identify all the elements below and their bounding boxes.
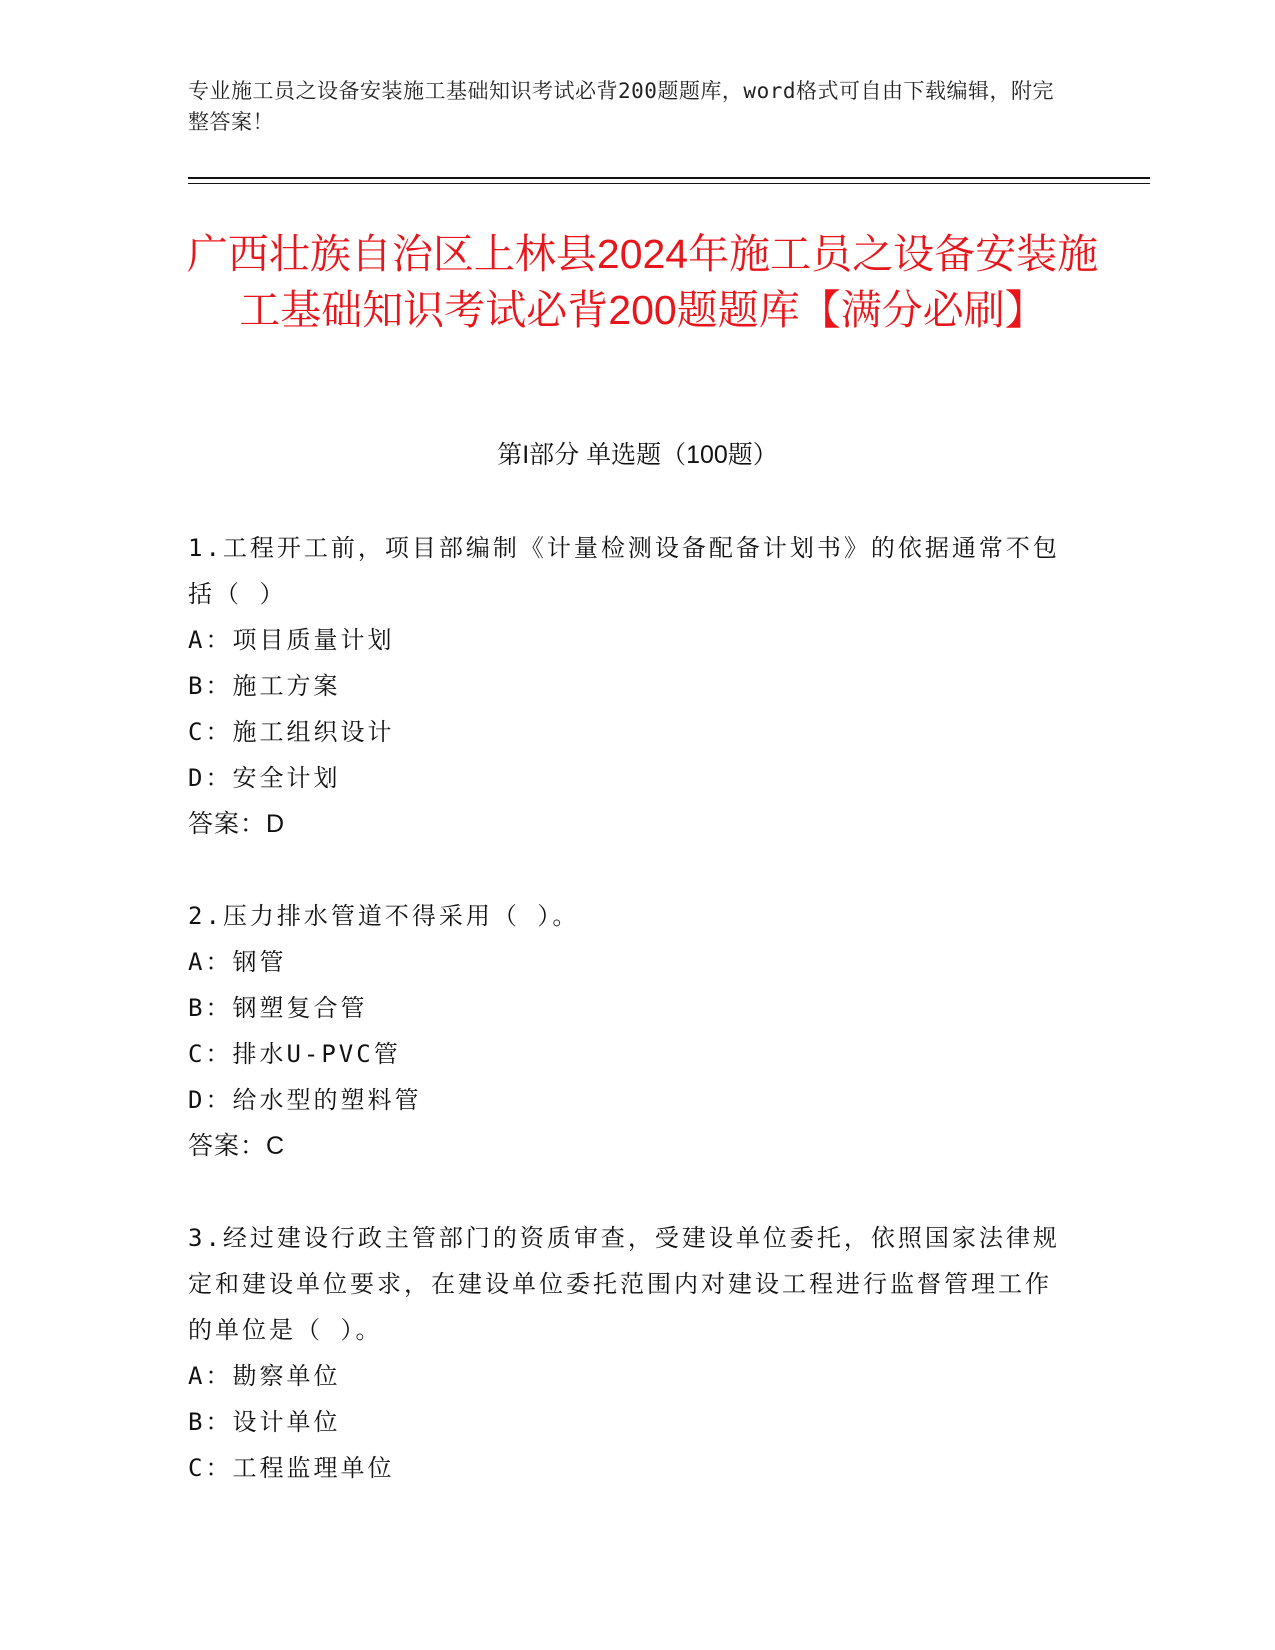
question-option: B：施工方案 <box>188 672 341 700</box>
question-item <box>188 525 1068 847</box>
question-answer: 答案：D <box>188 810 286 838</box>
question-option: C：施工组织设计 <box>188 718 395 746</box>
question-stem: 3.经过建设行政主管部门的资质审查，受建设单位委托，依照国家法律规定和建设单位要求，在建设单位委托范围内对建设工程进行监督管理工作的单位是（ ）。 <box>188 1224 1060 1344</box>
section-heading: 第I部分 单选题（100题） <box>497 441 778 469</box>
question-stem: 2.压力排水管道不得采用（ ）。 <box>188 902 580 930</box>
question-option: A：项目质量计划 <box>188 626 395 654</box>
question-option: A：钢管 <box>188 948 287 976</box>
header-note: 专业施工员之设备安装施工基础知识考试必背200题题库，word格式可自由下载编辑，附完整答案！ <box>188 79 1054 134</box>
question-option: A：勘察单位 <box>188 1362 341 1390</box>
header-divider-thick <box>188 177 1150 179</box>
question-option: D：给水型的塑料管 <box>188 1086 422 1114</box>
question-stem: 1.工程开工前，项目部编制《计量检测设备配备计划书》的依据通常不包括（ ） <box>188 534 1060 608</box>
question-option: B：设计单位 <box>188 1408 341 1436</box>
question-option: C：排水U-PVC管 <box>188 1040 401 1068</box>
header-divider-thin <box>188 183 1150 184</box>
question-list <box>188 525 1068 1537</box>
document-title: 广西壮族自治区上林县2024年施工员之设备安装施工基础知识考试必背200题题库【满分必刷】 <box>186 231 1099 333</box>
question-item <box>188 1215 1068 1491</box>
question-option: D：安全计划 <box>188 764 341 792</box>
question-item <box>188 893 1068 1169</box>
question-answer: 答案：C <box>188 1132 286 1160</box>
question-option: C：工程监理单位 <box>188 1454 395 1482</box>
question-option: B：钢塑复合管 <box>188 994 368 1022</box>
